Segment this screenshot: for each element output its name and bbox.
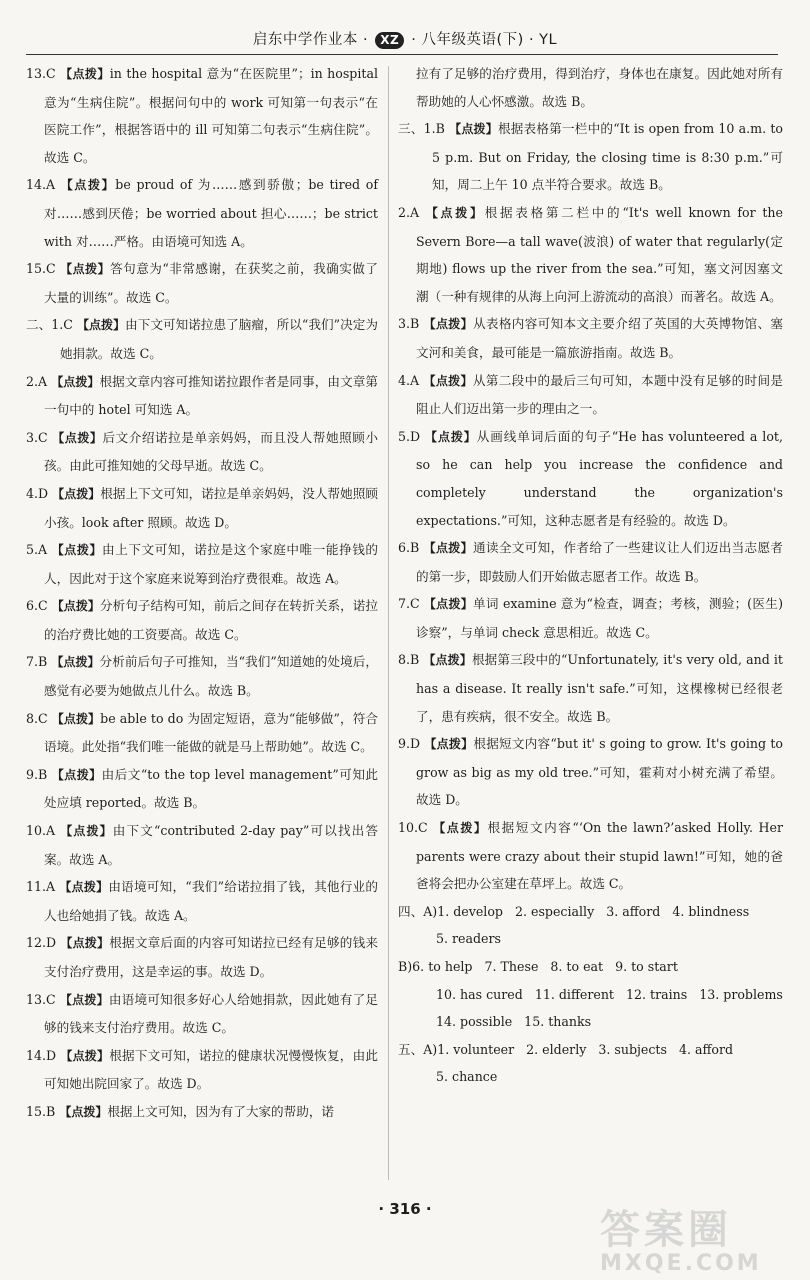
question-number: 8.B — [398, 652, 420, 668]
explanation-text: 由语境可知很多好心人给她捐款，因此她有了足够的钱来支付治疗费用。故选 C。 — [44, 991, 378, 1036]
answer-explanation — [26, 1042, 378, 1098]
explanation-text: 根据上文可知，因为有了大家的帮助，诺 — [107, 1103, 335, 1119]
answer-words: 1. volunteer 2. elderly 3. subjects 4. afford — [437, 1041, 734, 1057]
hint-label: 【点拨】 — [423, 373, 473, 388]
explanation-text: 根据下文可知，诺拉的健康状况慢慢恢复，由此可知她出院回家了。故选 D。 — [44, 1047, 378, 1092]
answer-explanation — [26, 986, 378, 1042]
answer-line: 14. possible 15. thanks — [436, 1014, 592, 1030]
hint-label: 【点拨】 — [51, 767, 102, 782]
hint-label: 【点拨】 — [423, 653, 472, 668]
question-number: 7.B — [26, 654, 48, 670]
hint-label: 【点拨】 — [60, 936, 110, 951]
explanation-text: 根据上下文可知，诺拉是单亲妈妈，没人帮她照顾小孩。look after 照顾。故选 D。 — [44, 485, 378, 530]
hint-label: 【点拨】 — [423, 317, 473, 332]
header-title-right: · 八年级英语(下) · YL — [411, 32, 558, 48]
explanation-text: 根据短文内容“‘On the lawn?’asked Holly. Her parents were crazy about their stupid lawn!”可知，她的爸爸将会把办公室建在草坪上。故选 C。 — [416, 820, 783, 892]
explanation-text: 根据表格第二栏中的“It's well known for the Severn Bore—a tall wave(波浪) of water that regularly(定期地) flows up the river from the sea.”可知，塞文河因塞文潮（一种有规律的从海上向河上游流动的高浪）而著名。故选 A。 — [416, 204, 783, 304]
explanation-text: in the hospital 意为“在医院里”；in hospital 意为“生病住院”。根据问句中的 work 可知第一句表示“在医院工作”，根据答语中的 ill 可知第二句表示“生病住院”。故选 C。 — [44, 66, 378, 165]
answer-explanation — [26, 311, 378, 367]
word-answer-group — [398, 1036, 783, 1091]
hint-label: 【点拨】 — [51, 599, 100, 614]
answer-line — [398, 953, 783, 981]
answer-explanation — [398, 646, 783, 730]
explanation-text: 根据文章内容可推知诺拉跟作者是同事，由文章第一句中的 hotel 可知选 A。 — [44, 373, 378, 418]
explanation-text: 从画线单词后面的句子“He has volunteered a lot, so he can help you increase the confidence and completely understand the organization's expectations.”可知，这种志愿者是有经验的。故选 D。 — [416, 428, 783, 528]
hint-label: 【点拨】 — [52, 430, 103, 445]
explanation-text: be proud of 为……感到骄傲；be tired of 对……感到厌倦；be worried about 担心……；be strict with 对……严格。由语境可知选 A。 — [44, 177, 378, 249]
hint-label: 【点拨】 — [59, 1104, 108, 1119]
answer-explanation — [26, 536, 378, 592]
answer-line: 5. readers — [436, 931, 501, 947]
hint-label: 【点拨】 — [51, 711, 101, 726]
hint-label: 【点拨】 — [59, 992, 109, 1007]
section-prefix: B) — [398, 959, 413, 974]
question-number: 10.A — [26, 823, 56, 839]
hint-label: 【点拨】 — [60, 824, 113, 839]
answer-explanation — [398, 367, 783, 423]
question-number: 6.C — [26, 598, 48, 614]
hint-label: 【点拨】 — [76, 318, 126, 333]
question-number: 3.B — [398, 316, 420, 332]
explanation-text: 根据第三段中的“Unfortunately, it's very old, and it has a disease. It really isn't safe.”可知，这棵橡树已经很老了，患有疾病，很不安全。故选 B。 — [416, 652, 783, 724]
question-number: 三、1.B — [398, 121, 445, 137]
answer-line — [398, 898, 783, 926]
explanation-text: 从第二段中的最后三句可知，本题中没有足够的时间是阻止人们迈出第一步的理由之一。 — [416, 372, 783, 417]
answer-explanation — [26, 171, 378, 255]
answer-explanation — [398, 534, 783, 590]
explanation-text: 由下文“contributed 2-day pay”可以找出答案。故选 A。 — [44, 823, 378, 867]
answer-explanation — [398, 115, 783, 199]
hint-label: 【点拨】 — [60, 67, 110, 81]
hint-label: 【点拨】 — [423, 541, 473, 556]
hint-label: 【点拨】 — [60, 1048, 110, 1063]
answer-explanation — [398, 310, 783, 366]
question-number: 2.A — [26, 373, 48, 389]
answer-explanation — [26, 648, 378, 704]
answer-explanation — [26, 480, 378, 536]
explanation-text: 由语境可知，“我们”给诺拉捐了钱，其他行业的人也给她捐了钱。故选 A。 — [44, 879, 378, 923]
answer-explanation — [26, 592, 378, 648]
watermark-url: MXQE.COM — [600, 1251, 762, 1276]
hint-label: 【点拨】 — [423, 597, 473, 612]
section-prefix: 五、A) — [398, 1041, 438, 1057]
answer-explanation — [398, 423, 783, 534]
question-number: 14.A — [26, 177, 56, 193]
section-prefix: 四、A) — [398, 903, 438, 919]
page-number: · 316 · — [378, 1200, 432, 1218]
question-number: 12.D — [26, 935, 57, 951]
hint-label: 【点拨】 — [51, 374, 100, 389]
answer-explanation — [26, 761, 378, 817]
answer-explanation — [26, 368, 378, 424]
answer-line: 5. chance — [436, 1069, 498, 1085]
explanation-text: 根据文章后面的内容可知诺拉已经有足够的钱来支付治疗费用，这是幸运的事。故选 D。 — [44, 935, 378, 979]
question-number: 10.C — [398, 820, 428, 836]
explanation-text: 根据短文内容“but it' s going to grow. It's going to grow as big as my old tree.”可知，霍莉对小树充满了希望。故选 D。 — [416, 736, 783, 808]
explanation-text: 单词 examine 意为“检查，调查；考核，测验；(医生)诊察”，与单词 check 意思相近。故选 C。 — [416, 596, 783, 640]
watermark-logo — [600, 1208, 790, 1278]
explanation-text: 从表格内容可知本文主要介绍了英国的大英博物馆、塞文河和美食，最可能是一篇旅游指南。故选 B。 — [416, 316, 783, 360]
explanation-text: 后文介绍诺拉是单亲妈妈，而且没人帮她照顾小孩。由此可推知她的父母早逝。故选 C。 — [44, 429, 378, 474]
hint-label: 【点拨】 — [424, 737, 474, 752]
answer-words: 1. develop 2. especially 3. afford 4. blindness — [437, 903, 750, 919]
column-divider — [388, 66, 389, 1180]
question-number: 13.C — [26, 991, 56, 1007]
explanation-text: 由上下文可知，诺拉是这个家庭中唯一能挣钱的人，因此对于这个家庭来说筹到治疗费很难。故选 A。 — [44, 542, 378, 586]
answer-explanation — [26, 817, 378, 873]
answer-explanation — [26, 255, 378, 311]
hint-label: 【点拨】 — [60, 262, 111, 277]
question-number: 8.C — [26, 710, 48, 726]
continued-text: 拉有了足够的治疗费用，得到治疗，身体也在康复。因此她对所有帮助她的人心怀感激。故选 B。 — [416, 66, 783, 109]
question-number: 5.A — [26, 542, 48, 558]
header-rule — [26, 54, 778, 55]
explanation-text: 由后文“to the top level management”可知此处应填 reported。故选 B。 — [44, 766, 378, 811]
explanation-text: be able to do 为固定短语，意为“能够做”，符合语境。此处指“我们唯一能做的就是马上帮助她”。故选 C。 — [44, 710, 378, 755]
watermark-text: 答案圈 — [600, 1207, 732, 1253]
hint-label: 【点拨】 — [425, 429, 477, 444]
question-number: 4.D — [26, 485, 49, 501]
answer-explanation — [398, 590, 783, 646]
answer-explanation — [398, 814, 783, 898]
hint-label: 【点拨】 — [60, 178, 116, 193]
question-number: 3.C — [26, 429, 48, 445]
explanation-text: 答句意为“非常感谢，在获奖之前，我确实做了大量的训练”。故选 C。 — [44, 261, 378, 305]
explanation-text: 由下文可知诺拉患了脑瘤，所以“我们”决定为她捐款。故选 C。 — [60, 317, 378, 361]
question-number: 14.D — [26, 1047, 57, 1063]
explanation-text: 分析句子结构可知，前后之间存在转折关系，诺拉的治疗费比她的工资要高。故选 C。 — [44, 598, 378, 642]
header-title-left: 启东中学作业本 · — [252, 32, 369, 48]
right-items — [398, 115, 783, 898]
answer-explanation — [398, 199, 783, 310]
answer-explanation — [26, 705, 378, 761]
question-number: 6.B — [398, 540, 420, 556]
question-number: 11.A — [26, 879, 56, 895]
hint-label: 【点拨】 — [51, 543, 103, 558]
hint-label: 【点拨】 — [425, 205, 485, 220]
hint-label: 【点拨】 — [449, 122, 498, 137]
hint-label: 【点拨】 — [51, 655, 100, 670]
answer-words: 6. to help 7. These 8. to eat 9. to start — [412, 959, 678, 974]
question-number: 2.A — [398, 204, 420, 220]
left-column — [26, 60, 378, 1127]
answer-explanation — [26, 424, 378, 480]
question-number: 15.B — [26, 1103, 56, 1119]
answer-explanation — [26, 873, 378, 929]
question-number: 7.C — [398, 596, 420, 612]
running-header — [0, 28, 810, 49]
hint-label: 【点拨】 — [52, 486, 101, 501]
right-column — [398, 60, 783, 1091]
explanation-text: 分析前后句子可推知，当“我们”知道她的处境后，感觉有必要为她做点儿什么。故选 B。 — [44, 654, 378, 699]
explanation-text: 根据表格第一栏中的“It is open from 10 a.m. to 5 p.m. But on Friday, the closing time is 8:30 p.m.”可知，周二上午 10 点半符合要求。故选 B。 — [432, 121, 783, 193]
word-answer-group — [398, 898, 783, 953]
question-number: 4.A — [398, 372, 420, 388]
hint-label: 【点拨】 — [59, 880, 109, 895]
explanation-text: 通读全文可知，作者给了一些建议让人们迈出当志愿者的第一步，即鼓励人们开始做志愿者工作。故选 B。 — [416, 540, 783, 584]
hint-label: 【点拨】 — [433, 821, 488, 836]
question-number: 9.D — [398, 736, 421, 752]
question-number: 5.D — [398, 428, 421, 444]
answer-line: 10. has cured 11. different 12. trains 13. problems — [436, 986, 783, 1002]
word-answer-group — [398, 953, 783, 1036]
answer-explanation — [26, 1098, 378, 1127]
question-number: 13.C — [26, 66, 56, 81]
question-number: 二、1.C — [26, 317, 73, 333]
answer-block — [398, 898, 783, 1091]
question-number: 15.C — [26, 261, 56, 277]
answer-explanation — [26, 929, 378, 985]
answer-explanation — [398, 730, 783, 814]
question-number: 9.B — [26, 766, 48, 782]
answer-line — [398, 1036, 783, 1064]
xz-badge: XZ — [375, 32, 404, 49]
answer-explanation — [26, 60, 378, 171]
